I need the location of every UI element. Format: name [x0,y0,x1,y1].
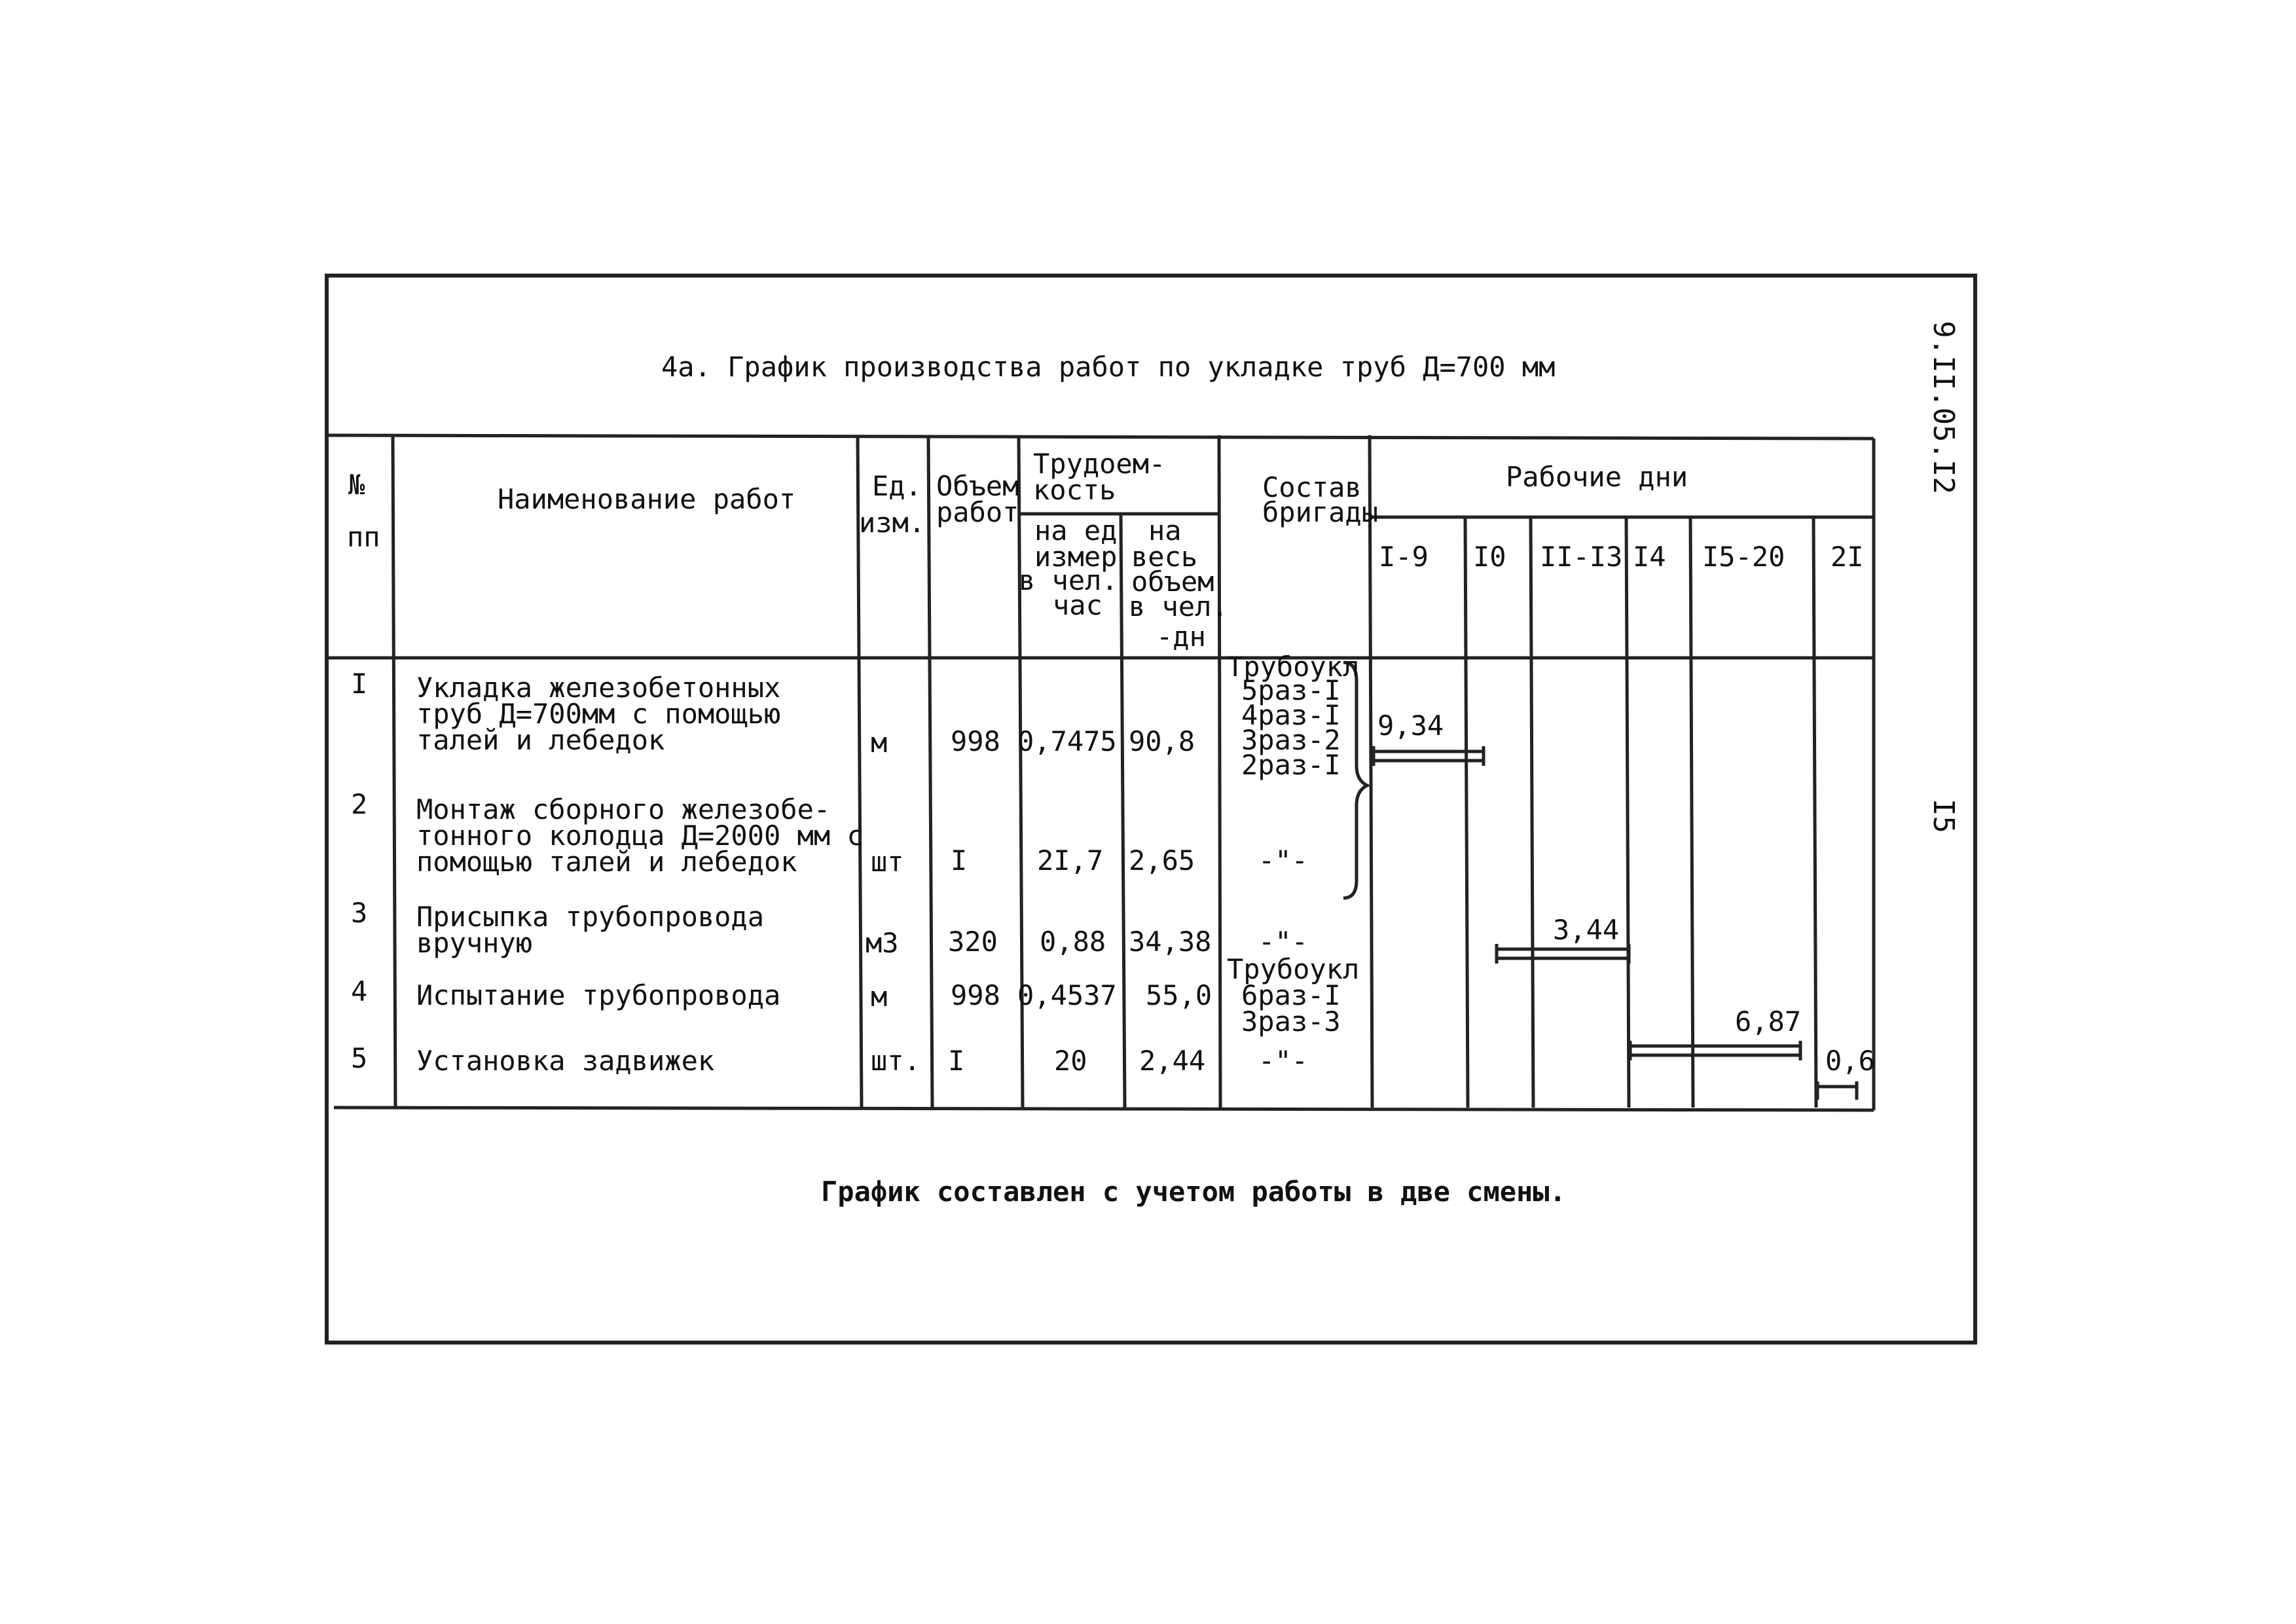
header-labor-1: Трудоем- [1033,448,1166,480]
row-1-name-3: талей и лебедок [416,724,665,756]
header-unit-1: Ед. [872,470,922,502]
row-1-crew-2: 5раз-I [1241,674,1341,706]
row-4-name-1: Испытание трубопровода [416,979,781,1011]
row-2-per-unit: 2I,7 [1037,844,1104,876]
row-4-volume: 998 [951,979,1000,1011]
row-3-name-1: Присыпка трубопровода [416,901,765,933]
row-4-crew-1: Трубоукл [1227,953,1360,985]
row-3-total: 34,38 [1129,926,1212,958]
header-num-1: № [348,469,365,501]
row-5-name-1: Установка задвижек [416,1045,715,1077]
header-labor-2: кость [1033,474,1116,506]
header-name: Наименование работ [498,483,796,515]
row-2-num: 2 [351,788,368,820]
row-1-crew-4: 3раз-2 [1241,724,1341,756]
header-unit-2: изм. [859,507,926,539]
row-5-per-unit: 20 [1054,1045,1087,1077]
header-total-3: объем [1131,566,1214,598]
page-number: I5 [1927,799,1960,833]
header-total-4: в чел. [1129,590,1228,623]
row-1-num: I [351,668,368,700]
row-1-per-unit: 0,7475 [1017,725,1117,757]
row-2-crew: -"- [1258,844,1308,876]
row-4-crew-2: 6раз-I [1241,979,1341,1011]
row-5-num: 5 [351,1042,368,1074]
header-per-unit-2: измер [1034,541,1118,573]
row-1-name-1: Укладка железобетонных [416,672,781,704]
header-crew-2: бригады [1262,496,1379,528]
document-title: 4а. График производства работ по укладке труб Д=700 мм [661,351,1556,383]
row-2-total: 2,65 [1129,844,1195,876]
gantt-bar-1 [1374,746,1484,766]
row-1-volume: 998 [951,725,1000,757]
header-workdays: Рабочие дни [1506,461,1688,493]
row-3-name-2: вручную [416,927,533,959]
row-2-name-3: помощью талей и лебедок [416,846,797,878]
gantt-bar-3 [1630,1041,1800,1060]
row-2-unit: шт [871,846,904,878]
header-total-1: на [1148,514,1182,547]
row-3-crew: -"- [1258,926,1308,958]
header-volume-2: работ [936,496,1019,528]
header-day-5: I5-20 [1702,541,1785,573]
row-3-unit: м3 [866,927,899,959]
header-num-2: пп [347,521,380,553]
row-1-name-2: труб Д=700мм с помощью [416,698,781,730]
row-3-num: 3 [351,897,368,929]
row-1-crew-1: Трубоукл [1227,651,1360,683]
gantt-label-4: 0,6 [1825,1045,1875,1077]
row-2-name-1: Монтаж сборного железобе- [416,793,831,825]
row-1-total: 90,8 [1129,725,1195,757]
document-code: 9.II.05.I2 [1927,321,1960,494]
row-4-crew-3: 3раз-3 [1241,1005,1341,1038]
row-1-unit: м [871,727,888,759]
header-total-2: весь [1131,541,1198,573]
gantt-label-2: 3,44 [1553,914,1620,946]
header-per-unit-1: на ед [1034,514,1118,547]
header-day-2: I0 [1473,541,1506,573]
header-crew-1: Состав [1262,471,1362,503]
header-per-unit-3: в чел. [1019,564,1118,596]
gantt-bar-2 [1497,944,1629,964]
row-4-total: 55,0 [1146,979,1212,1011]
row-4-per-unit: 0,4537 [1017,979,1117,1011]
header-volume-1: Объем [936,470,1019,502]
row-1-crew-5: 2раз-I [1241,749,1341,781]
header-day-6: 2I [1831,541,1864,573]
gantt-bar-4 [1817,1081,1857,1100]
row-3-per-unit: 0,88 [1040,926,1106,958]
row-4-num: 4 [351,975,368,1007]
row-2-name-2: тонного колодца Д=2000 мм с [416,820,864,852]
gantt-label-3: 6,87 [1735,1005,1802,1038]
header-day-1: I-9 [1379,541,1429,573]
gantt-label-1: 9,34 [1377,710,1444,742]
row-5-total: 2,44 [1139,1045,1206,1077]
row-4-unit: м [871,981,888,1013]
row-5-crew: -"- [1258,1045,1308,1077]
row-3-volume: 320 [948,926,998,958]
row-1-crew-3: 4раз-I [1241,699,1341,731]
header-day-4: I4 [1633,541,1666,573]
row-5-volume: I [948,1045,965,1077]
header-day-3: II-I3 [1540,541,1623,573]
row-2-volume: I [951,844,968,876]
header-total-5: -дн [1156,621,1206,653]
header-per-unit-4: час [1053,589,1102,621]
footer-note: График составлен с учетом работы в две смены. [821,1176,1566,1208]
row-5-unit: шт. [871,1045,920,1077]
